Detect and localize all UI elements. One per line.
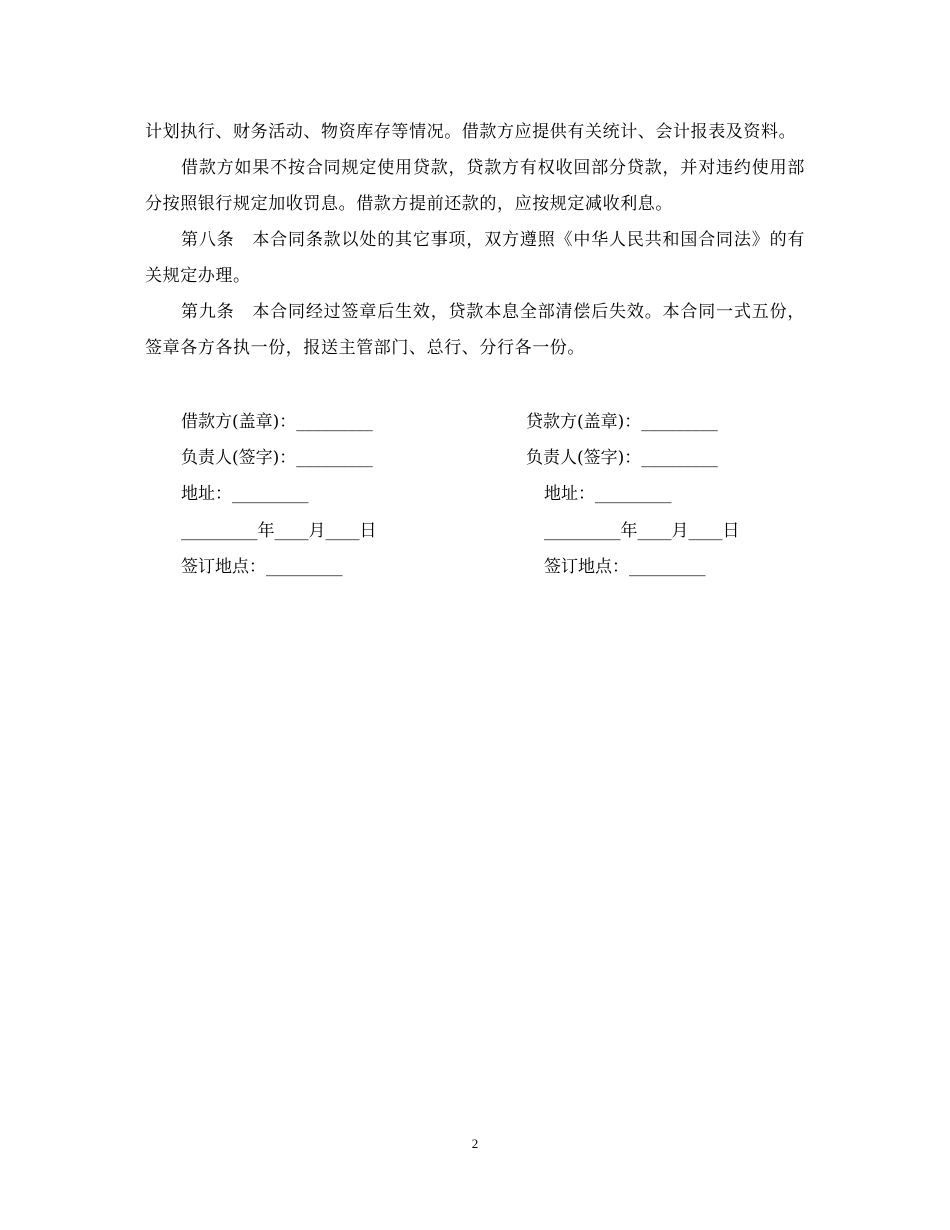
borrower-seal-line: 借款方(盖章)：_________ [181,412,373,432]
borrower-address-line: 地址：_________ [181,484,309,504]
borrower-signatory-line: 负责人(签字)：_________ [181,448,373,468]
paragraph-financial-reports: 计划执行、财务活动、物资库存等情况。借款方应提供有关统计、会计报表及资料。 [145,122,797,142]
lender-seal-line: 贷款方(盖章)：_________ [526,412,718,432]
borrower-signing-place-line: 签订地点：_________ [181,557,343,577]
lender-signatory-line: 负责人(签字)：_________ [526,448,718,468]
lender-date-line: _________年____月____日 [544,521,740,541]
paragraph-misuse-penalty: 借款方如果不按合同规定使用贷款，贷款方有权收回部分贷款，并对违约使用部分按照银行规定加收罚息。借款方提前还款的，应按规定减收利息。 [145,158,805,214]
lender-signing-place-line: 签订地点：_________ [544,557,706,577]
contract-body [145,114,805,366]
paragraph-article-nine: 第九条 本合同经过签章后生效，贷款本息全部清偿后失效。本合同一式五份，签章各方各执一份，报送主管部门、总行、分行各一份。 [145,302,805,358]
page-number: 2 [471,1136,479,1151]
paragraph-article-eight: 第八条 本合同条款以处的其它事项，双方遵照《中华人民共和国合同法》的有关规定办理。 [145,230,805,286]
borrower-date-line: _________年____月____日 [181,521,377,541]
lender-address-line: 地址：_________ [544,484,672,504]
